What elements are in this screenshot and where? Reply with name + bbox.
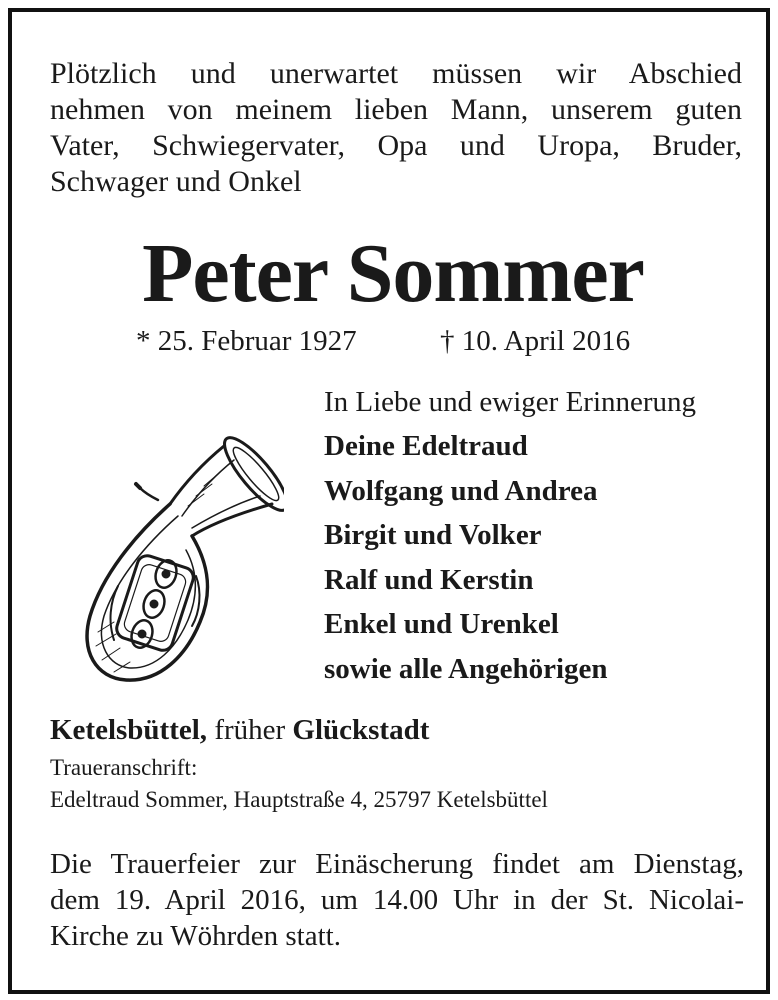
ceremony-line: dem 19. April 2016, um 14.00 Uhr in der St. Nicolai- (50, 884, 744, 916)
tenor-horn-icon (74, 426, 284, 688)
obituary-frame (8, 8, 770, 994)
former-place: Glückstadt (292, 714, 430, 746)
ceremony-line: Kirche zu Wöhrden statt. (50, 920, 341, 952)
intro-text (50, 56, 742, 200)
current-place: Ketelsbüttel, (50, 714, 208, 746)
mourner-name: Wolfgang und Andrea (324, 474, 598, 507)
mourner-name: Deine Edeltraud (324, 430, 528, 462)
place-line (50, 712, 429, 748)
mourner-name: Ralf und Kerstin (324, 563, 534, 596)
ceremony-text (50, 846, 744, 954)
intro-line: Vater, Schwiegervater, Opa und Uropa, Bruder, (50, 129, 742, 162)
mourning-address: Edeltraud Sommer, Hauptstraße 4, 25797 Ketelsbüttel (50, 787, 548, 812)
intro-line: Schwager und Onkel (50, 165, 302, 198)
address-label: Traueranschrift: (50, 755, 198, 780)
mourner-name: sowie alle Angehörigen (324, 652, 608, 685)
ceremony-line: Die Trauerfeier zur Einäscherung findet am Dienstag, (50, 848, 744, 880)
mourner-name: Enkel und Urenkel (324, 608, 559, 640)
birth-date: * 25. Februar 1927 (136, 325, 357, 357)
death-date: † 10. April 2016 (440, 325, 631, 357)
intro-line: nehmen von meinem lieben Mann, unserem guten (50, 93, 742, 126)
intro-line: Plötzlich und unerwartet müssen wir Abschied (50, 57, 742, 90)
mourners-block (324, 380, 754, 691)
mourner-name: Birgit und Volker (324, 519, 542, 551)
mourners-intro: In Liebe und ewiger Erinnerung (324, 386, 697, 418)
deceased-name: Peter Sommer (142, 227, 644, 320)
place-connector: früher (214, 714, 286, 746)
